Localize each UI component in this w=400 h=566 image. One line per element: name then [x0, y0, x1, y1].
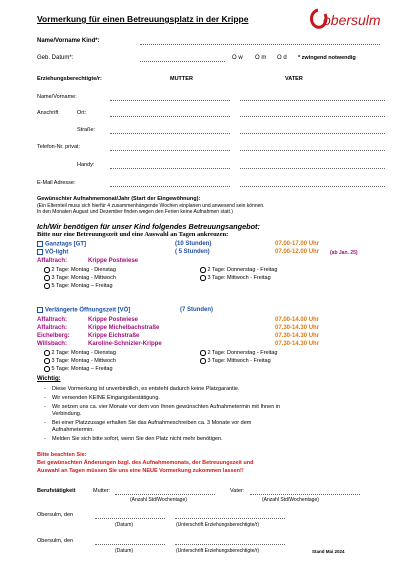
vo-light-time: 07.00-12.00 Uhr — [275, 249, 320, 255]
vo-light-note: (ab Jan. 25) — [330, 250, 358, 256]
gender-option-d[interactable]: O d — [277, 55, 287, 61]
obersulm-logo — [306, 6, 390, 32]
mother-name-field[interactable] — [110, 100, 230, 101]
guardians-heading: Erziehungsberechtigte/r: — [37, 76, 102, 82]
vo-days-2-mon-tue[interactable] — [44, 350, 116, 357]
location-time: 07.30-14.30 Uhr — [275, 333, 320, 339]
father-column-label: VATER — [285, 76, 303, 82]
important-item: - Wir setzen uns ca. vier Monate vor dem von Ihnen gewünschten Aufnahmetermin mit Ihnen in — [44, 404, 281, 410]
child-name-field[interactable] — [140, 44, 380, 45]
logo-text: obersulm — [323, 12, 381, 28]
notice-line: Auswahl an Tagen müssen Sie uns eine NEUE Vormerkung zukommen lassen!! — [37, 468, 244, 474]
signature-date-field[interactable] — [95, 518, 165, 519]
option-label: 2 Tage: Donnerstag - Freitag — [207, 350, 278, 357]
radio-circle[interactable] — [44, 366, 50, 372]
affaltrach-label: Affaltrach: — [37, 258, 68, 264]
birth-date-field[interactable] — [140, 61, 225, 62]
days-2-mon-tue[interactable] — [44, 267, 116, 274]
version-stamp: Stand Mai 2024 — [312, 549, 345, 554]
address-label: Anschrift — [37, 110, 59, 116]
option-label: 5 Tage: Montag – Freitag — [51, 366, 113, 373]
important-item: - Diese Vormerkung ist unverbindlich, es entsteht dadurch keine Platzgarantie. — [44, 386, 240, 392]
option-label: 2 Tage: Donnerstag - Freitag — [207, 267, 278, 274]
radio-circle[interactable] — [44, 283, 50, 289]
option-label: 3 Tage: Mittwoch - Freitag — [207, 358, 271, 365]
signature-sign-field[interactable] — [175, 518, 285, 519]
important-item: - Wir versenden KEINE Eingangsbestätigung. — [44, 395, 160, 401]
radio-circle[interactable] — [44, 350, 50, 356]
location-place: Eichelberg: — [37, 333, 70, 339]
signature-place: Obersulm, den — [37, 538, 74, 544]
option-label: 3 Tage: Mittwoch - Freitag — [207, 275, 271, 282]
birth-date-label: Geb. Datum*: — [37, 55, 74, 61]
signature-date-caption: (Datum) — [115, 548, 134, 554]
gender-option-m[interactable]: O m — [255, 55, 267, 61]
location-place: Willsbach: — [37, 341, 67, 347]
location-time: 07.30-14.30 Uhr — [275, 341, 320, 347]
radio-circle[interactable] — [44, 267, 50, 273]
employment-father-hint: (Anzahl Std/Wochentage) — [262, 497, 319, 503]
vo-light-option[interactable] — [37, 249, 68, 257]
offer-instruction: Bitte nur eine Betreuungszeit und eine Auswahl an Tagen ankreuzen: — [37, 231, 229, 238]
location-name: Karoline-Schnizler-Krippe — [88, 341, 162, 347]
father-email-field[interactable] — [240, 186, 385, 187]
option-label: 2 Tage: Montag - Dienstag — [51, 267, 116, 274]
ganztags-time: 07.00-17.00 Uhr — [275, 241, 320, 247]
vo-days-3-wed-fri[interactable] — [200, 358, 271, 365]
mother-phone-field[interactable] — [110, 150, 230, 151]
admission-month-heading: Gewünschter Aufnahmemonat/Jahr (Start der Eingewöhnung): — [37, 196, 201, 202]
phone-label: Telefon-Nr. privat: — [37, 144, 81, 150]
vo-light-hours: ( 5 Stunden) — [175, 249, 210, 255]
vo-light-checkbox[interactable] — [37, 249, 43, 255]
days-5-mon-fri[interactable] — [44, 283, 113, 290]
radio-circle[interactable] — [200, 358, 206, 364]
employment-father-field[interactable] — [250, 494, 360, 495]
vo-days-2-thu-fri[interactable] — [200, 350, 277, 357]
vo-light-label: VÖ-light — [45, 249, 69, 256]
option-label: 3 Tage: Montag - Mittwoch — [51, 275, 116, 282]
father-city-field[interactable] — [240, 116, 385, 117]
option-label: 5 Tage: Montag – Freitag — [51, 283, 113, 290]
important-heading: Wichtig: — [37, 376, 61, 382]
mobile-label: Handy: — [77, 162, 95, 168]
days-2-thu-fri[interactable] — [200, 267, 277, 274]
admission-note-2: In den Monaten August und Dezember finden wegen den Ferien keine Aufnahmen statt.) — [37, 209, 233, 215]
father-mobile-field[interactable] — [240, 168, 385, 169]
vo-extended-hours: (7 Stunden) — [180, 307, 213, 313]
location-place: Affaltrach: — [37, 325, 68, 331]
father-street-field[interactable] — [240, 133, 385, 134]
vo-extended-label: Verlängerte Öffnungszeit [VÖ] — [45, 307, 131, 314]
ganztags-hours: (10 Stunden) — [175, 241, 212, 247]
important-item-cont: Aufnahmetermin. — [52, 427, 94, 433]
offer-heading: Ich/Wir benötigen für unser Kind folgendes Betreuungsangebot: — [37, 222, 260, 231]
mother-column-label: MUTTER — [170, 76, 193, 82]
ganztags-checkbox[interactable] — [37, 241, 43, 247]
important-item: - Melden Sie sich bitte sofort, wenn Sie den Platz nicht mehr benötigen. — [44, 436, 223, 442]
location-place: Affaltrach: — [37, 317, 68, 323]
email-label: E-Mail Adresse: — [37, 180, 76, 186]
radio-circle[interactable] — [200, 275, 206, 281]
gender-option-w[interactable]: O w — [232, 55, 243, 61]
employment-mother-field[interactable] — [115, 494, 215, 495]
signature-date-field[interactable] — [95, 544, 165, 545]
location-name: Krippe Postwiese — [88, 317, 139, 323]
days-3-wed-fri[interactable] — [200, 275, 271, 282]
radio-circle[interactable] — [200, 267, 206, 273]
radio-circle[interactable] — [44, 358, 50, 364]
ganztags-label: Ganztags [GT] — [45, 241, 87, 248]
mother-email-field[interactable] — [110, 186, 230, 187]
signature-sign-caption: (Unterschrift Erziehungsberechtigte/r) — [176, 548, 260, 554]
vo-days-3-mon-wed[interactable] — [44, 358, 116, 365]
child-name-label: Name/Vorname Kind*: — [37, 38, 100, 44]
signature-place: Obersulm, den — [37, 512, 74, 518]
mother-mobile-field[interactable] — [110, 168, 230, 169]
days-3-mon-wed[interactable] — [44, 275, 116, 282]
employment-label: Berufstätigkeit — [37, 488, 76, 494]
admission-note-1: (Ein Elternteil muss sich hierfür 4 zusammenhängende Wochen einplanen und anwesend sein können. — [37, 203, 265, 209]
signature-sign-caption: (Unterschrift Erziehungsberechtigte/r) — [176, 522, 260, 528]
ganztags-option[interactable] — [37, 241, 86, 249]
mother-street-field[interactable] — [110, 133, 230, 134]
option-label: 3 Tage: Montag - Mittwoch — [51, 358, 116, 365]
notice-line: Bei gewünschten Änderungen bzgl. des Aufnahmemonats, der Betreuungszeit und — [37, 460, 254, 466]
page-title: Vormerkung für einen Betreuungsplatz in der Krippe — [37, 14, 249, 24]
vo-days-5-mon-fri[interactable] — [44, 366, 113, 373]
father-phone-field[interactable] — [240, 150, 385, 151]
guardian-name-label: Name/Vorname: — [37, 94, 77, 100]
location-time: 07.30-14.30 Uhr — [275, 325, 320, 331]
city-label: Ort: — [77, 110, 87, 116]
radio-circle[interactable] — [44, 275, 50, 281]
postwiese-label: Krippe Postwiese — [88, 258, 139, 264]
mother-city-field[interactable] — [110, 116, 230, 117]
required-note: * zwingend notwendig — [298, 55, 356, 61]
important-item-cont: Verbindung. — [52, 411, 82, 417]
vo-extended-option[interactable] — [37, 307, 130, 315]
location-name: Krippe Michelbachstraße — [88, 325, 160, 331]
radio-circle[interactable] — [200, 350, 206, 356]
location-name: Krippe Eichstraße — [88, 333, 140, 339]
street-label: Straße: — [77, 127, 96, 133]
signature-sign-field[interactable] — [175, 544, 285, 545]
father-name-field[interactable] — [240, 100, 385, 101]
important-item: - Bei einer Platzzusage erhalten Sie das Aufnahmeschreiben ca. 3 Monate vor dem — [44, 420, 252, 426]
location-time: 07.00-14.00 Uhr — [275, 317, 320, 323]
employment-mother-hint: (Anzahl Std/Wochentage) — [130, 497, 187, 503]
option-label: 2 Tage: Montag - Dienstag — [51, 350, 116, 357]
signature-date-caption: (Datum) — [115, 522, 134, 528]
employment-father-label: Vater: — [230, 488, 245, 494]
notice-heading: Bitte beachten Sie: — [37, 452, 87, 458]
employment-mother-label: Mutter: — [93, 488, 111, 494]
vo-extended-checkbox[interactable] — [37, 307, 43, 313]
